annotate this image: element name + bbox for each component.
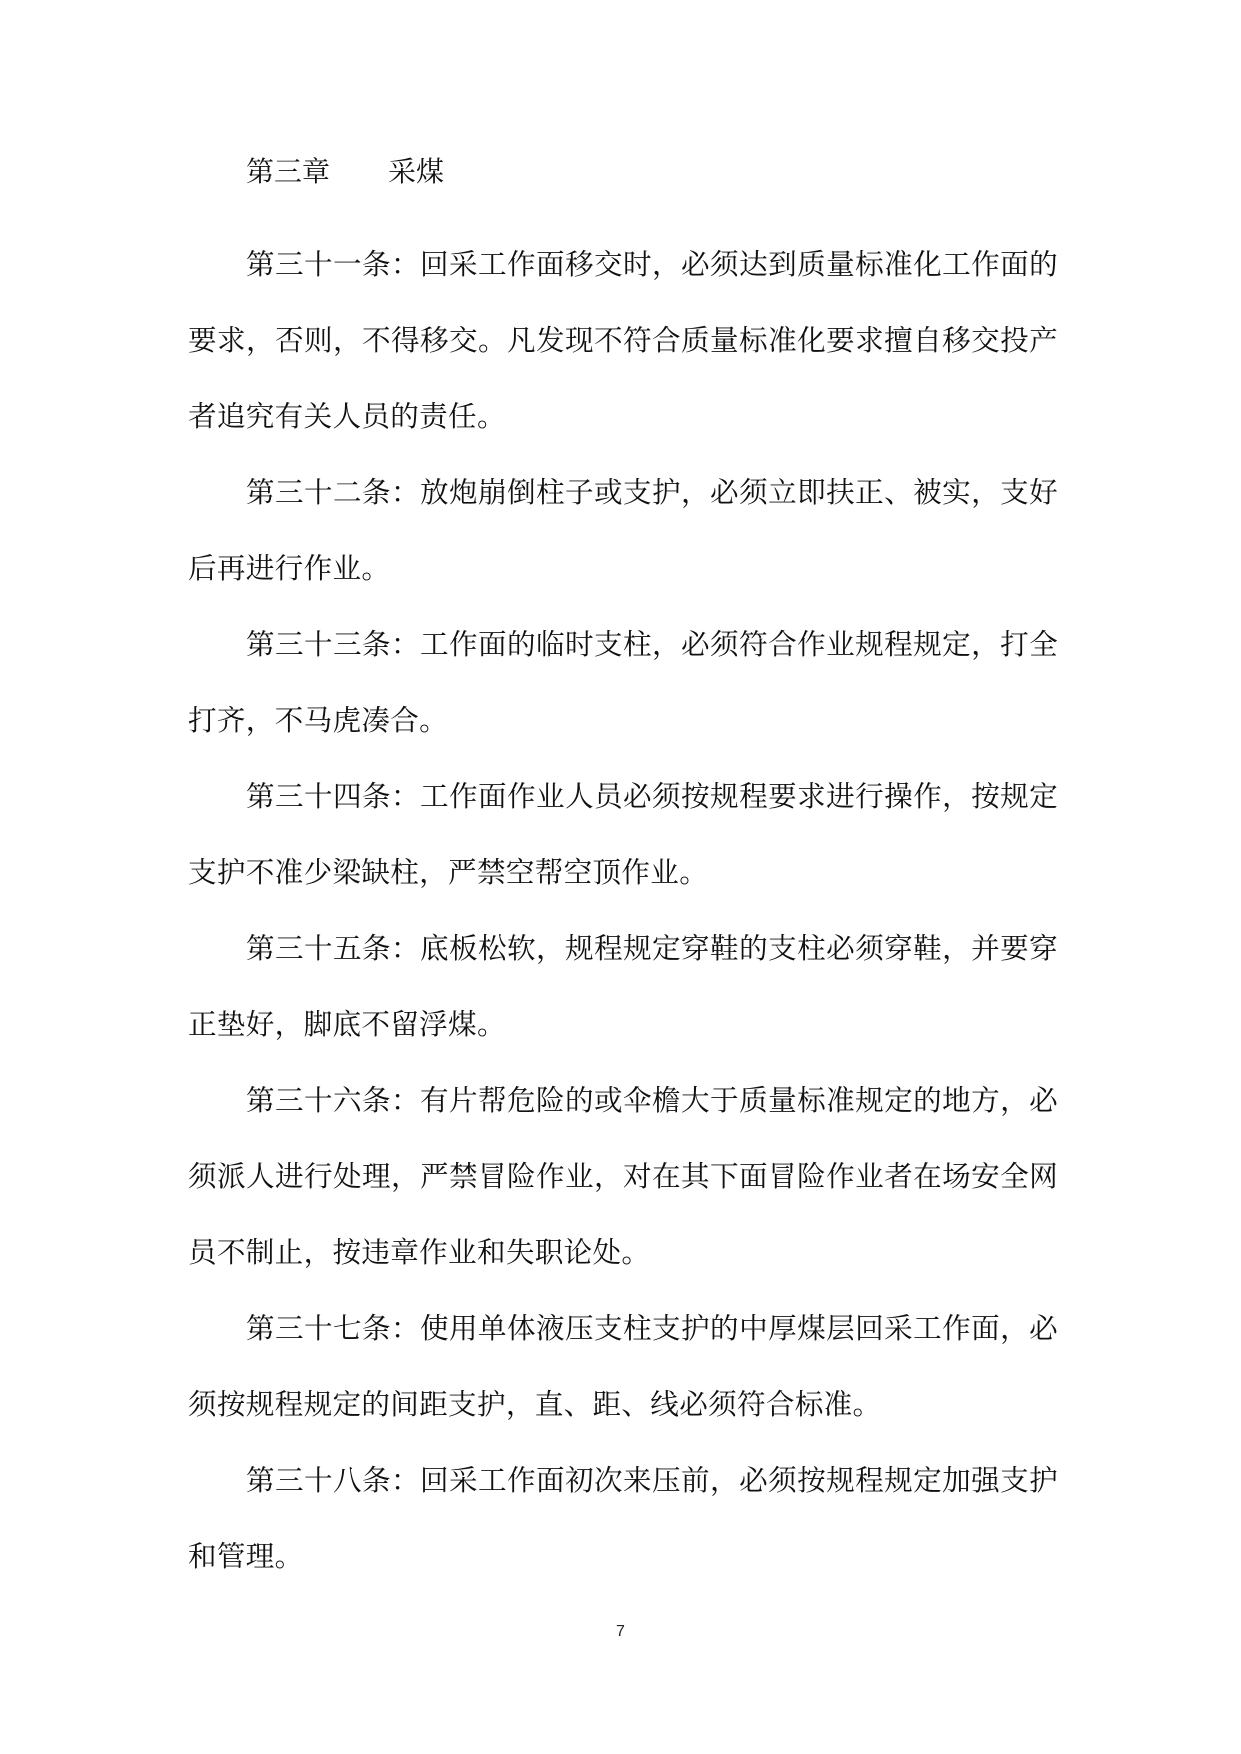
page-number: 7 xyxy=(616,1623,625,1640)
chapter-title: 采煤 xyxy=(388,155,445,188)
article-35: 第三十五条：底板松软，规程规定穿鞋的支柱必须穿鞋，并要穿正垫好，脚底不留浮煤。 xyxy=(188,931,1058,1041)
chapter-heading xyxy=(188,150,1058,194)
article-31: 第三十一条：回采工作面移交时，必须达到质量标准化工作面的要求，否则，不得移交。凡发现不符合质量标准化要求擅自移交投产者追究有关人员的责任。 xyxy=(188,247,1058,433)
article-37: 第三十七条：使用单体液压支柱支护的中厚煤层回采工作面，必须按规程规定的间距支护，直、距、线必须符合标准。 xyxy=(188,1311,1058,1421)
article-38: 第三十八条：回采工作面初次来压前，必须按规程规定加强支护和管理。 xyxy=(188,1463,1058,1573)
page-content xyxy=(188,150,1058,1594)
article-34: 第三十四条：工作面作业人员必须按规程要求进行操作，按规定支护不准少梁缺柱，严禁空帮空顶作业。 xyxy=(188,779,1058,889)
chapter-number: 第三章 xyxy=(246,155,331,188)
article-36: 第三十六条：有片帮危险的或伞檐大于质量标准规定的地方，必须派人进行处理，严禁冒险作业，对在其下面冒险作业者在场安全网员不制止，按违章作业和失职论处。 xyxy=(188,1083,1058,1269)
article-33: 第三十三条：工作面的临时支柱，必须符合作业规程规定，打全打齐，不马虎凑合。 xyxy=(188,627,1058,737)
article-32: 第三十二条：放炮崩倒柱子或支护，必须立即扶正、被实，支好后再进行作业。 xyxy=(188,475,1058,585)
